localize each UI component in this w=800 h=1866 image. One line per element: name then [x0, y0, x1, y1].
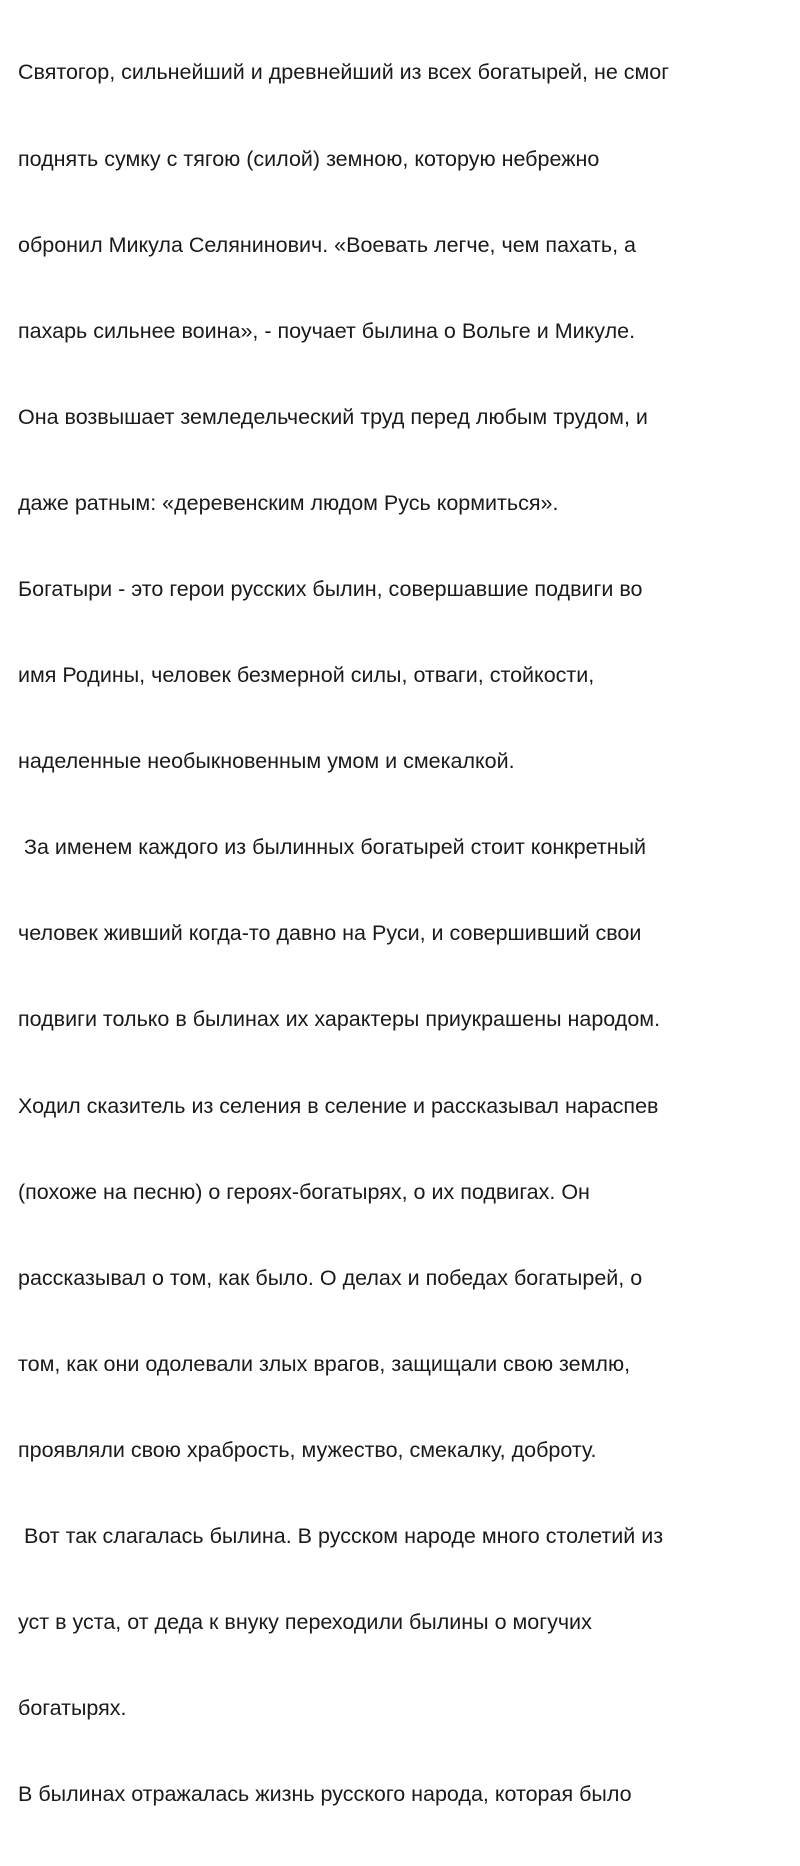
text-line: (похоже на песню) о героях-богатырях, о их подвигах. Он	[18, 1179, 590, 1204]
document-text	[18, 1, 798, 1866]
text-line: Святогор, сильнейший и древнейший из всех богатырей, не смог	[18, 60, 670, 85]
text-line: Богатыри - это герои русских былин, совершавшие подвиги во	[18, 576, 643, 601]
text-line: За именем каждого из былинных богатырей стоит конкретный	[18, 835, 647, 860]
text-line: Ходил сказитель из селения в селение и рассказывал нараспев	[18, 1093, 659, 1118]
text-line: проявляли свою храбрость, мужество, смекалку, доброту.	[18, 1437, 597, 1462]
text-line: Вот так слагалась былина. В русском народе много столетий из	[18, 1524, 664, 1548]
text-line: обронил Микула Селянинович. «Воевать легче, чем пахать, а	[18, 232, 636, 257]
text-line: Она возвышает земледельческий труд перед любым трудом, и	[18, 404, 648, 429]
text-line: В былинах отражалась жизнь русского народа, которая было	[18, 1782, 632, 1807]
text-line: том, как они одолевали злых врагов, защищали свою землю,	[18, 1351, 631, 1376]
text-line: богатырях.	[18, 1696, 127, 1721]
text-line: рассказывал о том, как было. О делах и победах богатырей, о	[18, 1265, 643, 1290]
text-line: пахарь сильнее воина», - поучает былина о Вольге и Микуле.	[18, 318, 636, 343]
text-line: имя Родины, человек безмерной силы, отваги, стойкости,	[18, 663, 595, 688]
text-line: человек живший когда-то давно на Руси, и совершивший свои	[18, 921, 642, 946]
text-line: подвиги только в былинах их характеры приукрашены народом.	[18, 1007, 661, 1032]
text-line: поднять сумку с тягою (силой) земною, которую небрежно	[18, 146, 600, 171]
text-line: уст в уста, от деда к внуку переходили былины о могучих	[18, 1610, 592, 1635]
text-line: наделенные необыкновенным умом и смекалкой.	[18, 749, 515, 774]
text-line: даже ратным: «деревенским людом Русь кормиться».	[18, 490, 559, 515]
